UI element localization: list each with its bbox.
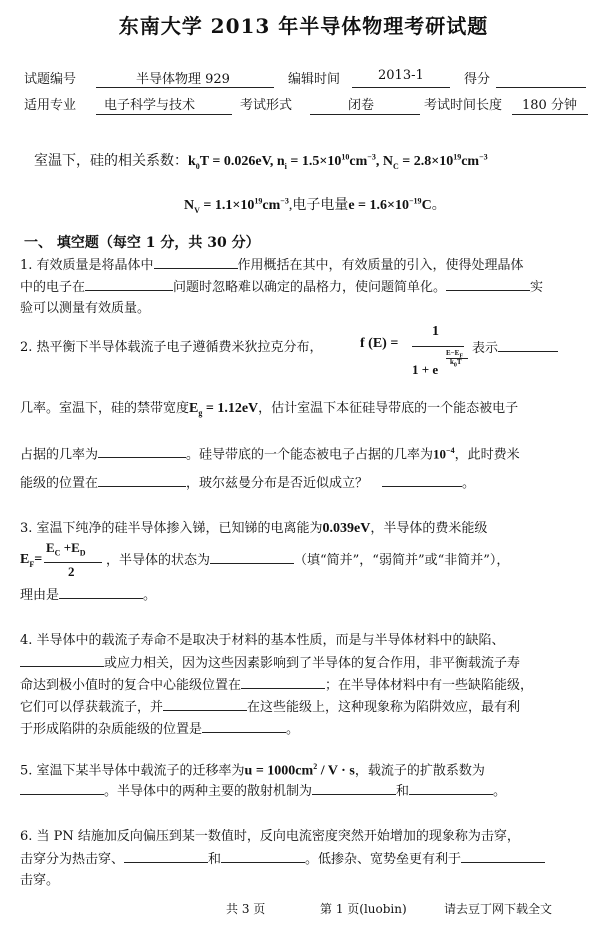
nc-sub: C [392,161,399,171]
q6-text: 和 [208,852,222,867]
q4-blank-4[interactable] [202,718,286,733]
q2-text: 能级的位置在 [20,476,99,491]
ef-fraction-bar [44,562,102,563]
q6-line-1: 6. 当 PN 结施加反向偏压到某一数值时，反向电流密度突然开始增加的现象称为击穿， [20,829,520,844]
section-heading: 一、 填空题（每空 1 分，共 30 分） [24,235,260,251]
e-exp: −19 [409,196,422,206]
q2-text: ，估计室温下本征硅导带底的一个能态被电子 [258,401,519,416]
mu-value: u = 1000cm [244,763,314,779]
q1-text: 作用概括在其中，有效质量的引入，使得处理晶体 [237,258,524,273]
q2-exp-den-sub: 0 [453,362,457,369]
q4-text: 于形成陷阱的杂质能级的位置是 [20,722,203,737]
q2-line-2 [20,398,518,424]
q5-text: ，载流子的扩散系数为 [354,763,485,779]
q1-line-2 [20,276,543,298]
q4-text: ；在半导体材料中有一些缺陷能级， [325,678,534,693]
q3-text: 3. 室温下纯净的硅半导体掺入锑，已知锑的电离能为 [20,521,323,536]
ionization-energy: 0.039eV [322,521,371,536]
q6-blank-3[interactable] [461,848,545,863]
q4-blank-2[interactable] [241,674,325,689]
q2-blank-3[interactable] [98,472,186,487]
q1-line-1 [20,254,524,276]
q3-line-3 [20,584,156,606]
kt-value: T = 0.026eV, n [199,154,285,169]
eg-value: = 1.12eV [202,401,259,416]
nv-sub: V [194,205,200,215]
q4-text: 它们可以俘获载流子，并 [20,700,164,715]
footer-page: 第 1 页(luobin) [320,902,407,916]
q5-blank-3[interactable] [409,780,493,795]
nv-unit: cm [262,198,281,213]
q2-f-num: 1 [432,324,439,339]
q5-text: 。 [493,784,507,799]
major-value: 电子科学与技术 [104,98,196,113]
q4-text: 或应力相关，因为这些因素影响到了半导体的复合作用，非平衡载流子寿 [104,656,521,671]
q2-exp-den [450,358,462,368]
q2-exp-num-text: E−E [446,349,460,357]
p-value: 10 [433,446,447,462]
nc-value: = 2.8×10 [398,154,454,169]
code-underline [96,87,274,88]
major-underline [96,114,232,115]
q2-line-4 [20,472,475,494]
duration-underline [512,114,588,115]
eg-symbol: E [189,401,199,416]
nv-symbol: N [184,198,195,213]
q6-text: 击穿分为热击穿、 [20,852,125,867]
q5-blank-1[interactable] [20,780,104,795]
q6-line-3: 击穿。 [20,873,60,888]
q4-text: 命达到极小值时的复合中心能级位置在 [20,678,242,693]
q5-line-1 [20,756,485,781]
mu-exp: 2 [313,762,318,771]
q6-blank-2[interactable] [221,848,305,863]
q5-text: 5. 室温下某半导体中载流子的迁移率为 [20,763,245,779]
q6-text: 。低掺杂、宽势垒更有利于 [305,852,462,867]
ef-e: E [20,552,30,567]
nc-symbol: , N [375,154,393,169]
q4-blank-1[interactable] [20,652,104,667]
q6-blank-1[interactable] [124,848,208,863]
nc-exp: 19 [453,152,462,162]
q4-line-3 [20,674,533,696]
e-end: 。 [431,198,446,213]
q6-line-2 [20,848,545,870]
score-label: 得分 [464,72,491,87]
mu-unit: / V · s [317,763,355,779]
q1-blank-1[interactable] [154,254,238,269]
q3-text: （填“简并”，“弱简并”或“非简并”）， [294,553,510,568]
exam-form-underline [310,114,420,115]
q4-blank-3[interactable] [163,696,247,711]
footer-total: 共 3 页 [226,902,266,916]
kt-sub: 0 [195,161,200,171]
ni-exp: 10 [341,152,350,162]
ef-num-sub-c: C [54,548,61,558]
ni-value: = 1.5×10 [286,154,342,169]
q2-f-label: f (E) = [360,336,399,351]
duration-value: 180 分钟 [522,98,577,113]
q2-text: 。 [462,476,476,491]
nv-unit-exp: −3 [280,196,289,206]
nv-value: = 1.1×10 [199,198,255,213]
q1-text: 中的电子在 [20,280,86,295]
q2-f-den: 1 + e [412,362,439,377]
code-label: 试题编号 [24,72,77,87]
exam-form-label: 考试形式 [240,98,293,113]
ef-symbol [20,552,42,569]
e-value: e = 1.6×10 [348,198,409,213]
q3-blank-1[interactable] [210,549,294,564]
q2-blank-1[interactable] [498,337,558,352]
major-label: 适用专业 [24,98,77,113]
edit-time-value: 2013-1 [378,68,424,83]
q2-text: 。硅导带底的一个能态被电子占据的几率为 [186,447,434,463]
q1-line-3: 验可以测量有效质量。 [20,301,151,316]
q4-line-2 [20,652,520,674]
q5-text: 。半导体中的两种主要的散射机制为 [104,784,313,799]
q2-exp-num-sub: F [459,353,463,360]
page-title: 东南大学 2013 年半导体物理考研试题 [118,14,489,38]
edit-time-label: 编辑时间 [288,72,341,87]
ef-num-mid: +E [60,540,80,555]
ni-unit-exp: −3 [367,152,376,162]
nc-unit: cm [461,154,480,169]
q1-text: 实 [530,280,544,295]
ef-den: 2 [68,564,75,579]
q2-text: 占据的几率为 [20,447,99,463]
q2-exp-den-k: k [450,358,454,366]
q2-text: ，玻尔兹曼分布是否近似成立？ [186,476,369,491]
q2-blank-4[interactable] [382,472,462,487]
ef-num-e: E [46,540,55,555]
q2-text: ，此时费米 [454,447,520,463]
q1-blank-3[interactable] [446,276,530,291]
ef-eq: = [34,552,43,567]
q4-line-1: 4. 半导体中的载流子寿命不是取决于材料的基本性质，而是与半导体材料中的缺陷、 [20,633,505,648]
ni-sub: i [284,161,287,171]
ef-num-sub-d: D [79,548,86,558]
q3-blank-2[interactable] [59,584,143,599]
ef-sub: F [29,559,35,569]
e-label: ,电子电量 [288,198,349,213]
q5-text: 和 [396,784,410,799]
q3-text: 。 [143,588,157,603]
edit-time-underline [352,87,450,88]
q1-text: 1. 有效质量是将晶体中 [20,258,154,273]
footer-note: 请去豆丁网下载全文 [444,902,553,916]
ef-num [46,540,86,558]
q3-line-1 [20,518,487,539]
nc-unit-exp: −3 [479,152,488,162]
q2-text: 表示 [472,341,499,356]
q4-line-5 [20,718,299,740]
q4-text: 在这些能级上，这种现象称为陷阱效应，最有利 [247,700,521,715]
q3-line-2 [106,549,509,571]
q3-text: ，半导体的费米能级 [370,521,488,536]
constants-prefix: 室温下，硅的相关系数： [34,154,188,169]
q2-line-1a: 2. 热平衡下半导体载流子电子遵循费米狄拉克分布， [20,340,323,355]
q3-text: ，半导体的状态为 [106,553,211,568]
constants-line-2 [184,194,446,215]
nv-exp: 19 [254,196,263,206]
ni-unit: cm [349,154,368,169]
q2-exp-den-t: T [456,358,462,366]
q5-line-2 [20,780,506,802]
eg-sub: g [198,408,203,418]
exam-form-value: 闭卷 [348,98,375,113]
q3-text: 理由是 [20,588,60,603]
q4-line-4 [20,696,520,718]
q2-line-1b [472,337,558,359]
code-value: 半导体物理 929 [136,72,230,87]
q1-text: 问题时忽略难以确定的晶格力，使问题简单化。 [173,280,447,295]
q5-blank-2[interactable] [312,780,396,795]
q1-blank-2[interactable] [85,276,173,291]
duration-label: 考试时间长度 [424,98,503,113]
e-unit: C [421,198,432,213]
score-underline [496,87,586,88]
p-exp: −4 [446,446,455,455]
q2-fraction-bar [412,346,464,347]
q2-blank-2[interactable] [98,443,186,458]
kt-symbol: k [188,154,196,169]
q2-line-3 [20,440,520,465]
q2-text: 几率。室温下，硅的禁带宽度 [20,401,190,416]
q4-text: 。 [286,722,300,737]
constants-line-1 [34,150,488,171]
